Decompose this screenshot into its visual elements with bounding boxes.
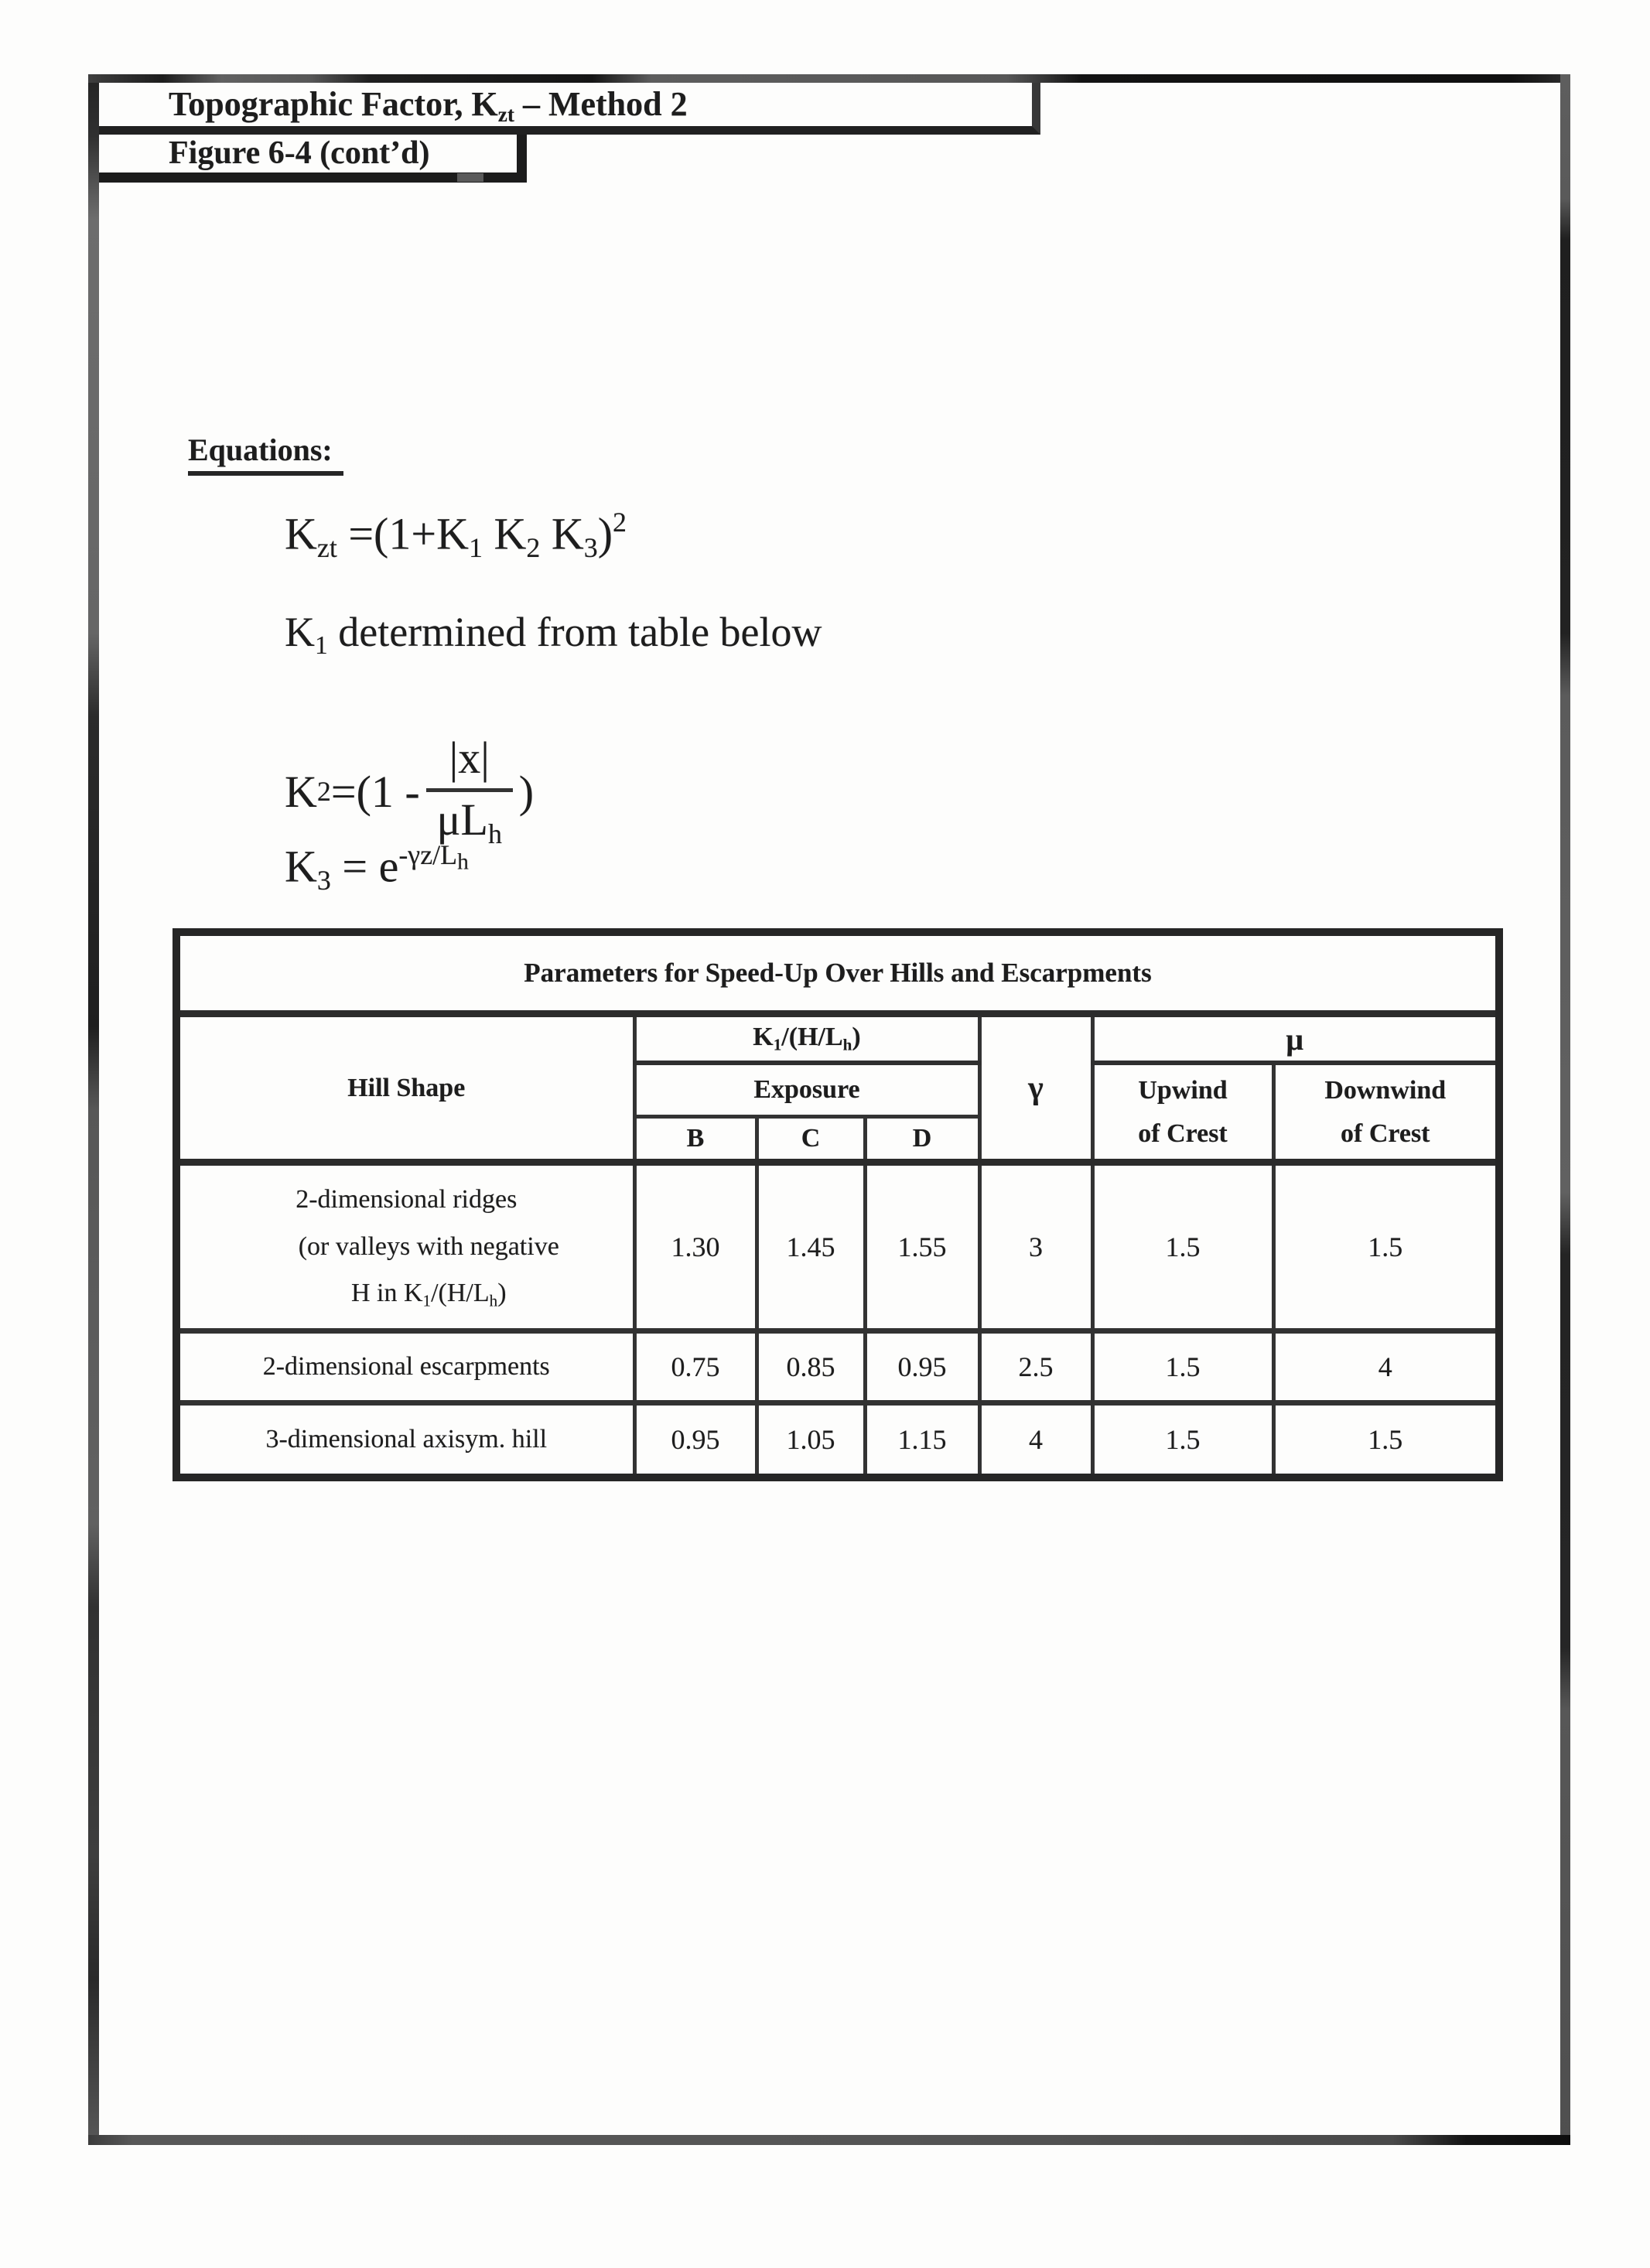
header-upwind (1092, 1063, 1273, 1163)
k3-exp-main: -γz/L (398, 839, 458, 870)
ridges-line3-s2: h (489, 1291, 498, 1310)
table-title: Parameters for Speed-Up Over Hills and Escarpments (176, 932, 1499, 1014)
equations-heading: Equations: (188, 432, 343, 476)
header-exposure-d: D (865, 1117, 979, 1163)
page-frame-top (88, 74, 1570, 83)
upwind-line1: Upwind (1138, 1076, 1228, 1105)
ridges-line1: 2-dimensional ridges (295, 1185, 518, 1214)
hill-shape-escarpments: 2-dimensional escarpments (176, 1331, 634, 1403)
kzt-sub3: 3 (583, 532, 598, 564)
kzt-sub1: 1 (468, 532, 483, 564)
ridges-line2: (or valleys with negative (298, 1231, 559, 1261)
downwind-line1: Downwind (1324, 1076, 1447, 1105)
kzt-close: ) (597, 508, 613, 559)
page-title-suffix: – Method 2 (514, 85, 688, 123)
k2-fraction (426, 735, 513, 849)
escarpments-gamma: 2.5 (979, 1331, 1092, 1403)
axisym-downwind: 1.5 (1273, 1403, 1499, 1478)
ridges-c: 1.45 (757, 1163, 865, 1331)
kzt-lhs-sub: zt (316, 532, 337, 564)
table-header-row-groups (176, 1014, 1499, 1064)
k2-open: =(1 - (330, 767, 420, 817)
scan-artifact-tail (457, 173, 483, 182)
parameters-table (173, 928, 1503, 1481)
axisym-b: 0.95 (634, 1403, 757, 1478)
header-downwind (1273, 1063, 1499, 1163)
escarpments-c: 0.85 (757, 1331, 865, 1403)
header-mu: μ (1092, 1014, 1499, 1064)
header-k1-ratio (634, 1014, 979, 1064)
k2-den-sub: h (487, 818, 502, 849)
escarpments-upwind: 1.5 (1092, 1331, 1273, 1403)
ridges-line3 (225, 1270, 633, 1317)
ridges-d: 1.55 (865, 1163, 979, 1331)
table-row-axisym-hill (176, 1403, 1499, 1478)
equation-k3 (285, 839, 469, 897)
k3-exp-sub: h (457, 849, 469, 875)
kzt-lhs: K (285, 508, 317, 559)
axisym-gamma: 4 (979, 1403, 1092, 1478)
escarpments-b: 0.75 (634, 1331, 757, 1403)
ridges-upwind: 1.5 (1092, 1163, 1273, 1331)
k3-lhs: K (285, 841, 317, 892)
k1-note-sub: 1 (315, 631, 328, 661)
k1-ratio-p3: ) (852, 1023, 861, 1052)
page-title-subscript: zt (497, 103, 514, 127)
ridges-downwind: 1.5 (1273, 1163, 1499, 1331)
table-title-row (176, 932, 1499, 1014)
k2-close: ) (518, 767, 535, 817)
fraction-bar (426, 788, 513, 792)
escarpments-d: 0.95 (865, 1331, 979, 1403)
hill-shape-ridges (176, 1163, 634, 1331)
hill-shape-axisym: 3-dimensional axisym. hill (176, 1403, 634, 1478)
k2-lhs-sub: 2 (316, 776, 331, 808)
ridges-line3-p1: H in K (350, 1279, 423, 1308)
kzt-mid2: K (482, 508, 527, 559)
axisym-upwind: 1.5 (1092, 1403, 1273, 1478)
ridges-line3-p2: /(H/L (431, 1279, 490, 1308)
ridges-b: 1.30 (634, 1163, 757, 1331)
header-exposure-c: C (757, 1117, 865, 1163)
equation-kzt (285, 509, 627, 562)
k2-numerator: |x| (449, 733, 490, 784)
k3-mid: = e (330, 841, 399, 892)
ridges-gamma: 3 (979, 1163, 1092, 1331)
k3-exponent (398, 839, 469, 875)
kzt-power: 2 (613, 507, 627, 538)
table-row-escarpments (176, 1331, 1499, 1403)
escarpments-downwind: 4 (1273, 1331, 1499, 1403)
k1-note-lhs: K (285, 609, 315, 655)
page-frame-right (1560, 74, 1570, 2145)
k3-lhs-sub: 3 (316, 865, 331, 897)
kzt-mid1: =(1+K (336, 508, 469, 559)
k1-note-text: determined from table below (327, 609, 822, 655)
header-gamma: γ (979, 1014, 1092, 1163)
upwind-line2: of Crest (1138, 1119, 1228, 1148)
ridges-line3-p3: ) (497, 1279, 507, 1308)
k2-lhs: K (285, 767, 317, 817)
header-exposure: Exposure (634, 1063, 979, 1117)
figure-label: Figure 6-4 (cont’d) (169, 135, 430, 171)
kzt-mid3: K (540, 508, 584, 559)
page-frame-left (88, 74, 99, 2145)
k1-ratio-s1: 1 (773, 1035, 782, 1054)
title-banner (99, 83, 1040, 135)
downwind-line2: of Crest (1341, 1119, 1430, 1148)
k1-ratio-p2: /(H/L (781, 1023, 843, 1052)
page-title-prefix: Topographic Factor, K (169, 85, 498, 123)
header-hill-shape: Hill Shape (176, 1014, 634, 1163)
table-row-ridges (176, 1163, 1499, 1331)
k1-ratio-s2: h (842, 1035, 852, 1054)
k2-den-main: μL (436, 794, 488, 845)
ridges-line3-s1: 1 (422, 1291, 432, 1310)
header-exposure-b: B (634, 1117, 757, 1163)
equation-k1-note (285, 611, 822, 659)
axisym-d: 1.15 (865, 1403, 979, 1478)
kzt-sub2: 2 (526, 532, 541, 564)
k1-ratio-p1: K (753, 1023, 774, 1052)
axisym-c: 1.05 (757, 1403, 865, 1478)
page-frame-bottom (88, 2135, 1570, 2145)
